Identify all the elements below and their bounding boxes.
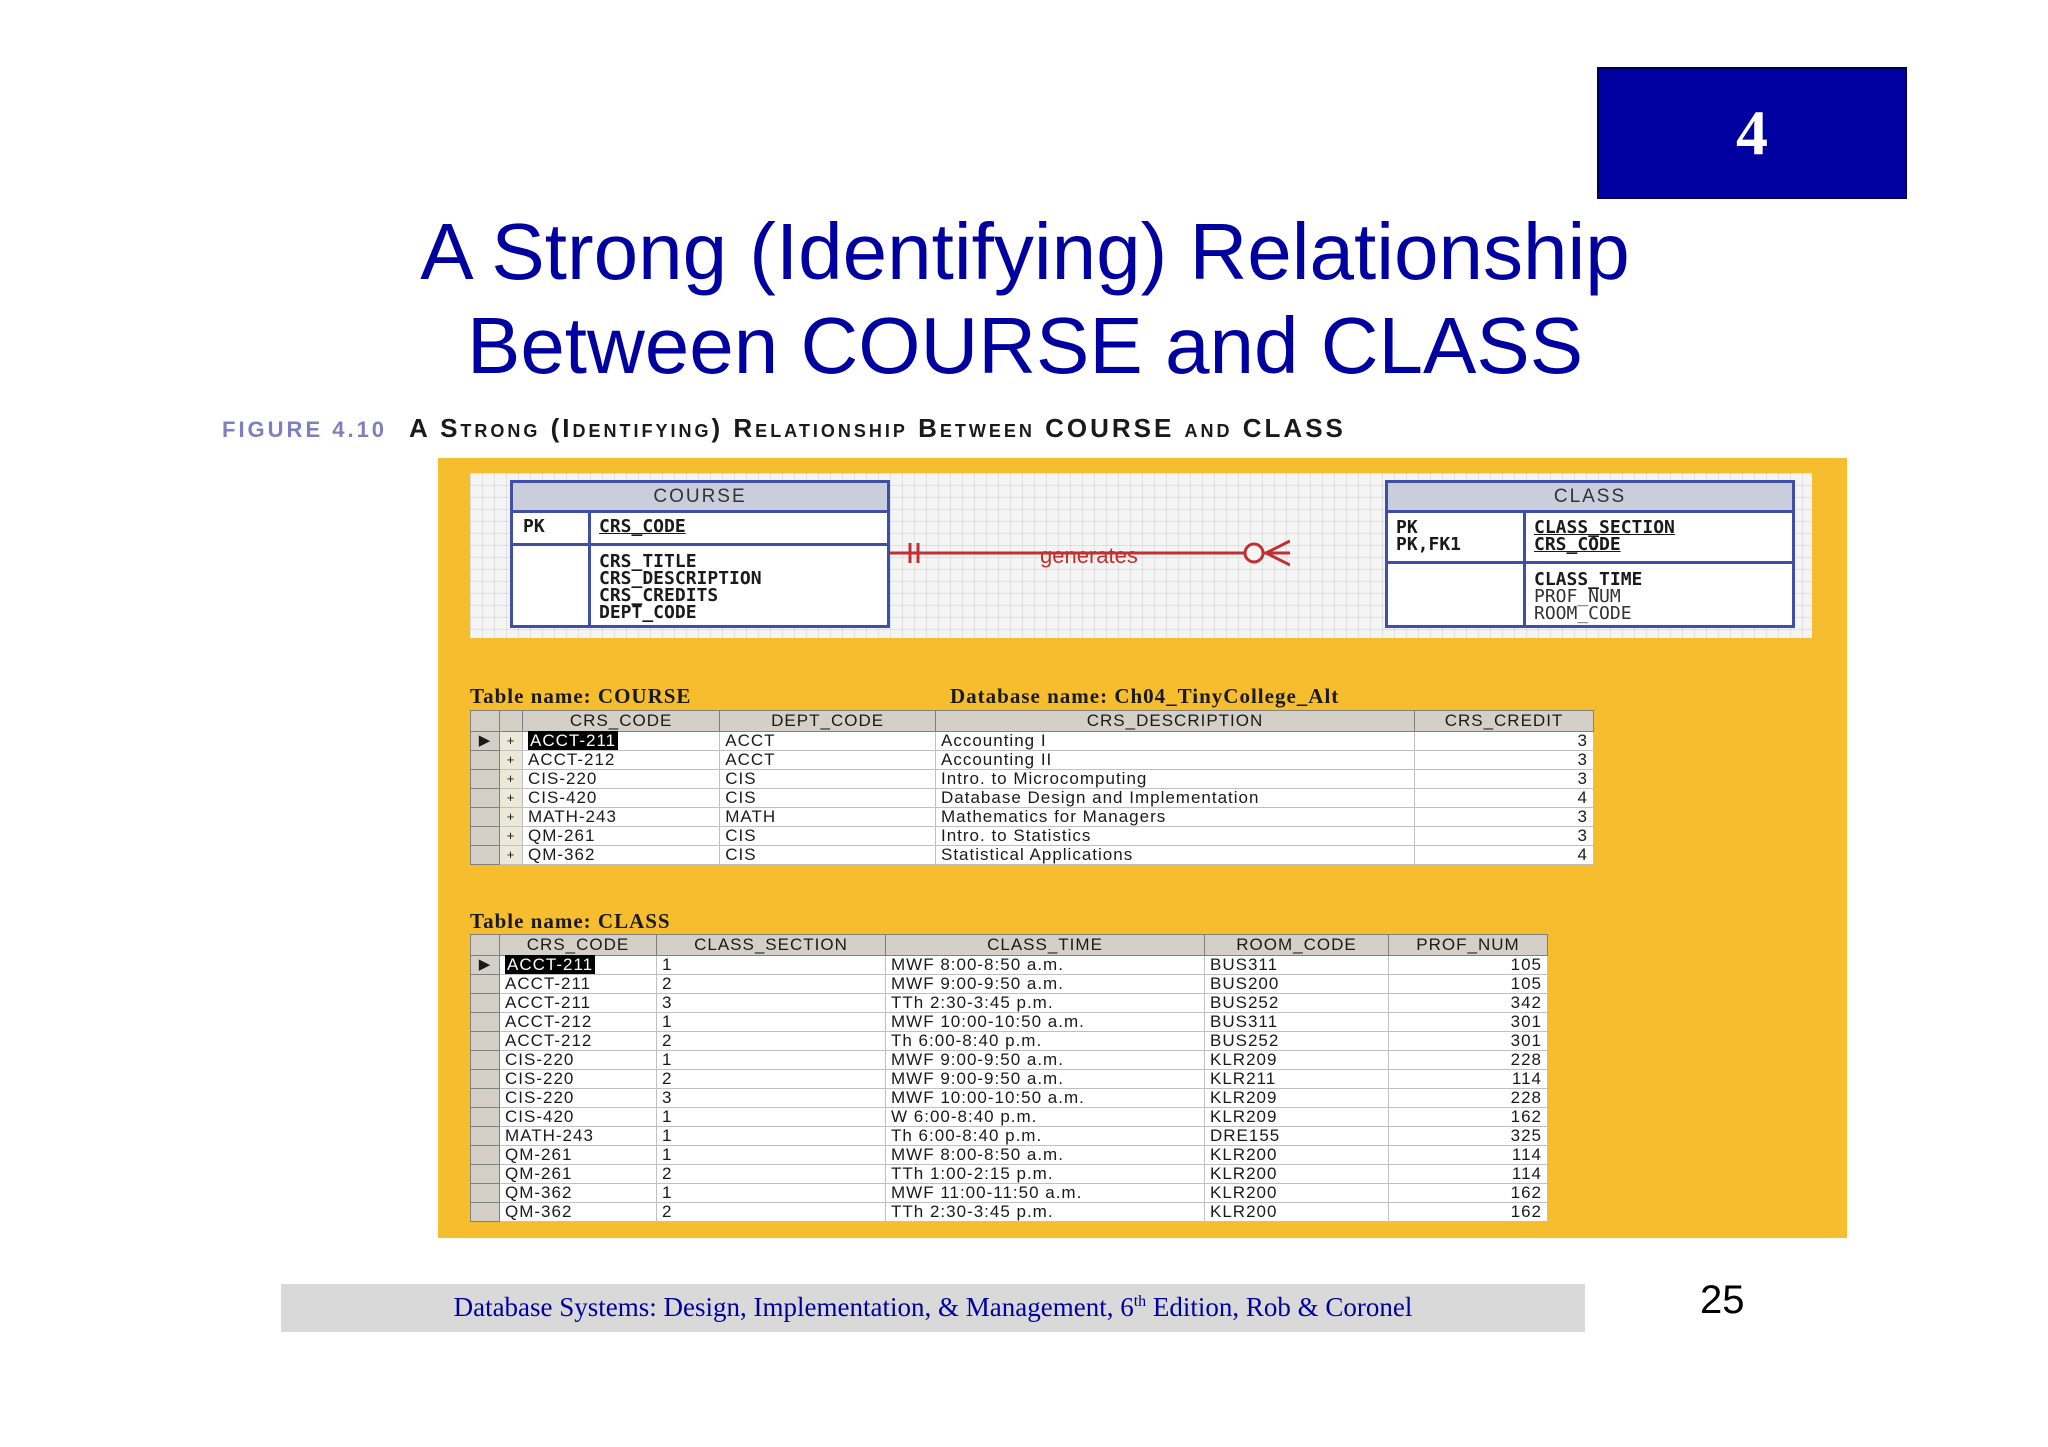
class-pk-attr: CRS_CODE [1534, 534, 1621, 555]
slide-title-line-2: Between COURSE and CLASS [466, 301, 1584, 390]
table-cell[interactable]: KLR209 [1205, 1089, 1389, 1108]
column-header[interactable]: CLASS_SECTION [657, 935, 886, 956]
table-cell[interactable]: 1 [657, 1146, 886, 1165]
table-cell[interactable]: 114 [1389, 1165, 1548, 1184]
entity-course [510, 480, 890, 628]
table-row[interactable] [471, 1070, 1548, 1089]
course-attr: DEPT_CODE [599, 602, 697, 623]
table-cell[interactable]: CIS [720, 827, 936, 846]
table-cell[interactable]: 3 [1415, 770, 1594, 789]
table-cell[interactable]: KLR209 [1205, 1108, 1389, 1127]
table-cell[interactable]: 1 [657, 1127, 886, 1146]
table-cell[interactable]: KLR200 [1205, 1146, 1389, 1165]
header-selector [471, 935, 500, 956]
figure-title: A Strong (Identifying) Relationship Between COURSE and CLASS [409, 413, 1346, 443]
table-cell[interactable]: 228 [1389, 1051, 1548, 1070]
table-cell[interactable]: QM-261 [500, 1165, 657, 1184]
erd-diagram [470, 473, 1812, 638]
footer-bar [281, 1284, 1585, 1332]
column-header[interactable]: CLASS_TIME [886, 935, 1205, 956]
table-row[interactable] [471, 1013, 1548, 1032]
entity-course-key-row [513, 513, 887, 546]
record-selector[interactable] [471, 975, 500, 994]
table-cell[interactable]: MWF 8:00-8:50 a.m. [886, 956, 1205, 975]
table-cell[interactable]: MWF 9:00-9:50 a.m. [886, 1070, 1205, 1089]
table-cell[interactable]: 4 [1415, 789, 1594, 808]
table-cell[interactable]: 3 [657, 1089, 886, 1108]
table-cell[interactable]: TTh 1:00-2:15 p.m. [886, 1165, 1205, 1184]
table-cell[interactable]: 162 [1389, 1108, 1548, 1127]
class-table [470, 934, 1548, 1222]
table-cell[interactable]: Accounting I [936, 732, 1415, 751]
entity-class [1385, 480, 1795, 628]
class-attr: CLASS_TIME [1534, 569, 1643, 590]
course-attr: CRS_TITLE [599, 551, 697, 572]
expand-icon[interactable]: + [500, 808, 523, 827]
table-cell[interactable]: 162 [1389, 1184, 1548, 1203]
table-cell[interactable]: MWF 9:00-9:50 a.m. [886, 975, 1205, 994]
table-cell[interactable]: W 6:00-8:40 p.m. [886, 1108, 1205, 1127]
table-cell[interactable]: 342 [1389, 994, 1548, 1013]
table-cell[interactable]: Mathematics for Managers [936, 808, 1415, 827]
table-cell[interactable]: KLR200 [1205, 1203, 1389, 1222]
record-selector[interactable] [471, 1146, 500, 1165]
course-key-label: PK [523, 516, 545, 537]
table-cell[interactable]: KLR200 [1205, 1165, 1389, 1184]
record-selector[interactable] [471, 1184, 500, 1203]
table-cell[interactable]: ACCT-212 [500, 1013, 657, 1032]
record-selector[interactable] [471, 994, 500, 1013]
chapter-badge [1597, 67, 1907, 199]
table-cell[interactable]: CIS-220 [500, 1051, 657, 1070]
record-selector[interactable] [471, 1013, 500, 1032]
table-cell[interactable]: 3 [1415, 827, 1594, 846]
table-cell[interactable]: ACCT-211 [500, 994, 657, 1013]
table-cell[interactable]: Statistical Applications [936, 846, 1415, 865]
table-cell[interactable]: MWF 10:00-10:50 a.m. [886, 1089, 1205, 1108]
table-cell[interactable]: KLR200 [1205, 1184, 1389, 1203]
footer-text-after: Edition, Rob & Coronel [1146, 1292, 1413, 1322]
expand-icon[interactable]: + [500, 751, 523, 770]
table-cell[interactable]: MATH-243 [523, 808, 720, 827]
table-cell[interactable]: CIS-420 [500, 1108, 657, 1127]
column-header[interactable]: ROOM_CODE [1205, 935, 1389, 956]
record-selector[interactable]: ▶ [471, 732, 500, 751]
table-row[interactable] [471, 1184, 1548, 1203]
table-cell[interactable]: ACCT-212 [500, 1032, 657, 1051]
table-cell[interactable]: 2 [657, 1070, 886, 1089]
course-pk-attr: CRS_CODE [599, 516, 686, 537]
table-row[interactable] [471, 994, 1548, 1013]
record-selector[interactable] [471, 846, 500, 865]
footer-superscript: th [1133, 1293, 1147, 1310]
figure-caption [222, 413, 1346, 441]
table-cell[interactable]: QM-261 [523, 827, 720, 846]
figure-panel [438, 458, 1847, 1238]
table-cell[interactable]: 301 [1389, 1013, 1548, 1032]
table-cell[interactable]: CIS-220 [500, 1089, 657, 1108]
table-cell[interactable]: CIS [720, 789, 936, 808]
table-cell[interactable]: CIS-220 [523, 770, 720, 789]
table-row[interactable] [471, 1108, 1548, 1127]
course-table-label: Table name: COURSE [470, 684, 692, 708]
table-row[interactable] [471, 1051, 1548, 1070]
column-header[interactable]: CRS_CODE [523, 711, 720, 732]
table-cell[interactable]: ACCT [720, 732, 936, 751]
table-row[interactable] [471, 1165, 1548, 1184]
page-number: 25 [1700, 1278, 1745, 1322]
table-cell[interactable]: 1 [657, 1051, 886, 1070]
table-cell[interactable]: MWF 10:00-10:50 a.m. [886, 1013, 1205, 1032]
table-cell[interactable]: MWF 9:00-9:50 a.m. [886, 1051, 1205, 1070]
table-cell[interactable]: ACCT [720, 751, 936, 770]
table-cell[interactable]: Intro. to Statistics [936, 827, 1415, 846]
table-cell[interactable]: Th 6:00-8:40 p.m. [886, 1032, 1205, 1051]
record-selector[interactable] [471, 1203, 500, 1222]
table-cell[interactable]: 105 [1389, 975, 1548, 994]
class-table-label: Table name: CLASS [470, 909, 671, 933]
table-row[interactable] [471, 956, 1548, 975]
entity-class-name: CLASS [1388, 483, 1792, 513]
table-cell[interactable]: 3 [1415, 808, 1594, 827]
record-selector[interactable] [471, 789, 500, 808]
table-cell[interactable]: MWF 11:00-11:50 a.m. [886, 1184, 1205, 1203]
table-cell[interactable]: QM-362 [500, 1184, 657, 1203]
course-attr: CRS_CREDITS [599, 585, 719, 606]
table-cell[interactable]: 325 [1389, 1127, 1548, 1146]
table-cell[interactable]: 3 [1415, 751, 1594, 770]
entity-course-name: COURSE [513, 483, 887, 513]
table-cell[interactable]: ACCT-212 [523, 751, 720, 770]
relationship-label: generates [1040, 543, 1138, 568]
table-row[interactable] [471, 770, 1594, 789]
table-cell[interactable]: BUS311 [1205, 956, 1389, 975]
class-table-header [471, 935, 1548, 956]
class-pk-attr: CLASS_SECTION [1534, 517, 1675, 538]
table-row[interactable] [471, 1032, 1548, 1051]
table-cell[interactable]: KLR209 [1205, 1051, 1389, 1070]
course-table-header [471, 711, 1594, 732]
table-cell[interactable]: 228 [1389, 1089, 1548, 1108]
record-selector[interactable] [471, 1127, 500, 1146]
table-cell[interactable]: CIS [720, 770, 936, 789]
table-cell[interactable]: 2 [657, 1032, 886, 1051]
expand-icon[interactable]: + [500, 732, 523, 751]
header-expand [500, 711, 523, 732]
table-row[interactable] [471, 732, 1594, 751]
database-name-label: Database name: Ch04_TinyCollege_Alt [950, 684, 1340, 708]
table-cell[interactable]: Intro. to Microcomputing [936, 770, 1415, 789]
table-cell[interactable]: QM-362 [500, 1203, 657, 1222]
table-cell[interactable]: 1 [657, 1184, 886, 1203]
table-cell[interactable]: 105 [1389, 956, 1548, 975]
table-cell[interactable]: 4 [1415, 846, 1594, 865]
table-cell[interactable]: TTh 2:30-3:45 p.m. [886, 994, 1205, 1013]
table-row[interactable] [471, 975, 1548, 994]
course-table [470, 710, 1594, 865]
slide-title [300, 205, 1750, 393]
course-attr: CRS_DESCRIPTION [599, 568, 762, 589]
table-cell[interactable]: 162 [1389, 1203, 1548, 1222]
table-row[interactable] [471, 789, 1594, 808]
slide-title-line-1: A Strong (Identifying) Relationship [420, 207, 1630, 296]
table-cell[interactable]: Accounting II [936, 751, 1415, 770]
table-row[interactable] [471, 808, 1594, 827]
table-row[interactable] [471, 846, 1594, 865]
table-cell[interactable]: QM-362 [523, 846, 720, 865]
class-attr: PROF_NUM [1534, 586, 1621, 607]
current-cell-text: ACCT-211 [530, 731, 617, 750]
expand-icon[interactable]: + [500, 827, 523, 846]
record-selector[interactable] [471, 1108, 500, 1127]
table-cell[interactable]: BUS252 [1205, 1032, 1389, 1051]
table-cell[interactable]: CIS-420 [523, 789, 720, 808]
column-header[interactable]: CRS_DESCRIPTION [936, 711, 1415, 732]
record-selector[interactable] [471, 827, 500, 846]
table-cell[interactable]: 3 [1415, 732, 1594, 751]
table-row[interactable] [471, 1089, 1548, 1108]
record-selector[interactable] [471, 1051, 500, 1070]
table-cell[interactable]: QM-261 [500, 1146, 657, 1165]
record-selector[interactable] [471, 1070, 500, 1089]
table-cell[interactable]: 114 [1389, 1146, 1548, 1165]
table-cell[interactable]: TTh 2:30-3:45 p.m. [886, 1203, 1205, 1222]
table-cell[interactable]: BUS252 [1205, 994, 1389, 1013]
current-cell-text: ACCT-211 [507, 955, 594, 974]
expand-icon[interactable]: + [500, 789, 523, 808]
record-selector[interactable]: ▶ [471, 956, 500, 975]
class-key-label: PK [1396, 517, 1418, 538]
table-cell[interactable]: ACCT-211 [500, 975, 657, 994]
table-cell[interactable]: Database Design and Implementation [936, 789, 1415, 808]
table-cell[interactable]: 1 [657, 1013, 886, 1032]
table-cell[interactable]: 3 [657, 994, 886, 1013]
record-selector[interactable] [471, 1089, 500, 1108]
table-cell[interactable]: 1 [657, 1108, 886, 1127]
table-cell[interactable]: 2 [657, 1203, 886, 1222]
table-cell[interactable]: BUS200 [1205, 975, 1389, 994]
class-key-label: PK,FK1 [1396, 534, 1462, 555]
column-header[interactable]: DEPT_CODE [720, 711, 936, 732]
class-attr: ROOM_CODE [1534, 603, 1632, 624]
table-row[interactable] [471, 751, 1594, 770]
table-cell[interactable]: DRE155 [1205, 1127, 1389, 1146]
table-cell[interactable]: CIS-220 [500, 1070, 657, 1089]
expand-icon[interactable]: + [500, 846, 523, 865]
table-row[interactable] [471, 1146, 1548, 1165]
table-row[interactable] [471, 1127, 1548, 1146]
record-selector[interactable] [471, 1165, 500, 1184]
table-cell[interactable]: Th 6:00-8:40 p.m. [886, 1127, 1205, 1146]
table-row[interactable] [471, 827, 1594, 846]
table-cell[interactable]: CIS [720, 846, 936, 865]
table-cell[interactable] [523, 732, 720, 751]
table-cell[interactable]: 301 [1389, 1032, 1548, 1051]
table-cell[interactable]: 2 [657, 975, 886, 994]
table-cell[interactable]: 1 [657, 956, 886, 975]
table-cell[interactable]: KLR211 [1205, 1070, 1389, 1089]
table-cell[interactable]: MWF 8:00-8:50 a.m. [886, 1146, 1205, 1165]
record-selector[interactable] [471, 808, 500, 827]
column-header[interactable]: PROF_NUM [1389, 935, 1548, 956]
expand-icon[interactable]: + [500, 770, 523, 789]
header-selector [471, 711, 500, 732]
table-cell[interactable]: BUS311 [1205, 1013, 1389, 1032]
table-cell[interactable]: 2 [657, 1165, 886, 1184]
footer-text-before: Database Systems: Design, Implementation, & Management, 6 [453, 1292, 1134, 1322]
footer-citation [281, 1292, 1585, 1323]
table-cell[interactable]: 114 [1389, 1070, 1548, 1089]
record-selector[interactable] [471, 770, 500, 789]
chapter-number: 4 [1736, 97, 1768, 168]
figure-label: FIGURE 4.10 [222, 417, 388, 442]
column-header[interactable]: CRS_CREDIT [1415, 711, 1594, 732]
record-selector[interactable] [471, 1032, 500, 1051]
table-row[interactable] [471, 1203, 1548, 1222]
column-header[interactable]: CRS_CODE [500, 935, 657, 956]
table-cell[interactable]: MATH-243 [500, 1127, 657, 1146]
record-selector[interactable] [471, 751, 500, 770]
table-cell[interactable] [500, 956, 657, 975]
table-cell[interactable]: MATH [720, 808, 936, 827]
